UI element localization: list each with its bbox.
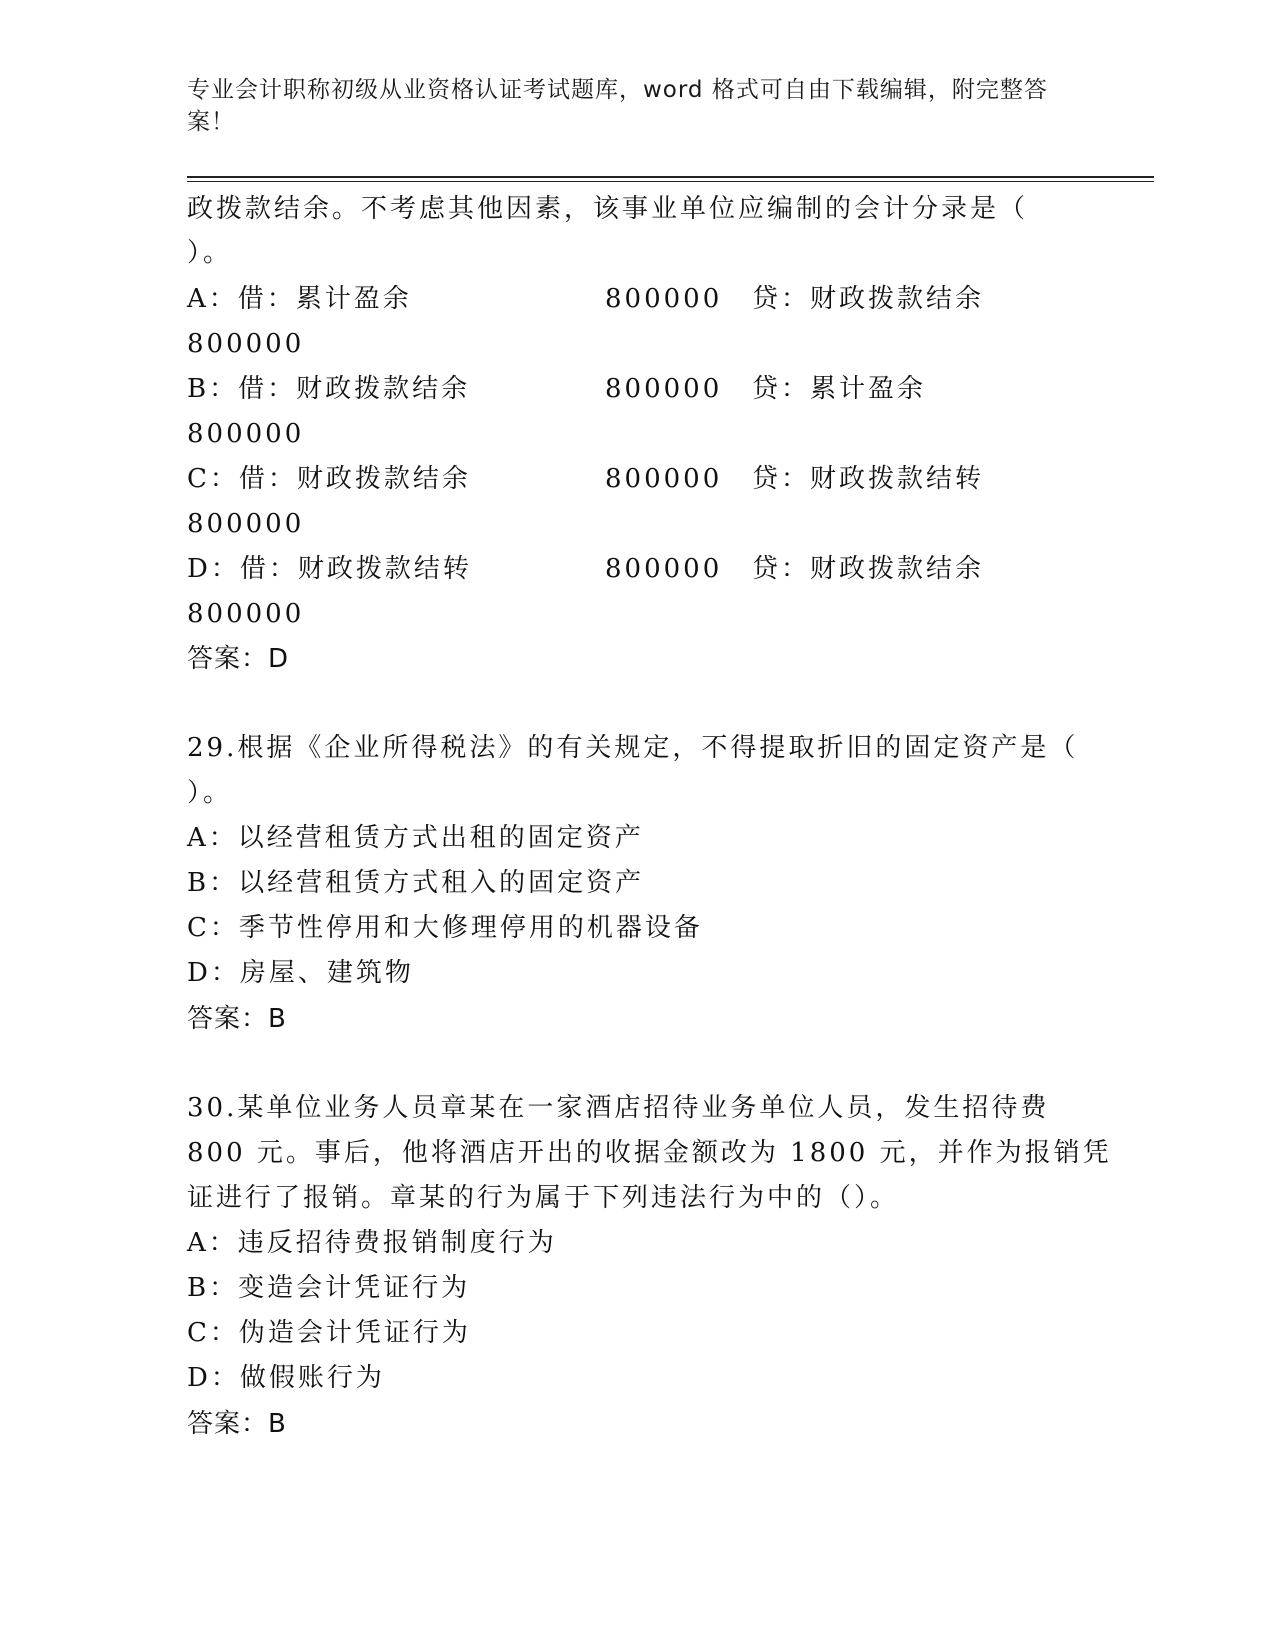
q30-option-a: A：违反招待费报销制度行为: [187, 1228, 557, 1258]
q28-stem-line-1: 政拨款结余。不考虑其他因素，该事业单位应编制的会计分录是（: [187, 194, 1029, 224]
q28-option-a-amount2: 800000: [187, 329, 305, 359]
q28-option-b-credit: 贷：累计盈余: [752, 374, 927, 404]
q28-option-d-amount2: 800000: [187, 599, 305, 629]
q29-option-c: C：季节性停用和大修理停用的机器设备: [187, 913, 703, 943]
q29-option-a: A：以经营租赁方式出租的固定资产: [187, 823, 644, 853]
q28-answer: 答案：D: [187, 644, 290, 674]
q28-option-d-credit: 贷：财政拨款结余: [752, 554, 985, 584]
q28-option-d: D：借：财政拨款结转: [187, 554, 472, 584]
q28-option-a-credit: 贷：财政拨款结余: [752, 284, 985, 314]
q30-stem-line-1: 30.某单位业务人员章某在一家酒店招待业务单位人员，发生招待费: [187, 1093, 1050, 1123]
q28-option-b: B：借：财政拨款结余: [187, 374, 471, 404]
q28-option-d-amount: 800000: [605, 554, 723, 584]
q28-option-a: A：借：累计盈余: [187, 284, 412, 314]
q30-option-c: C：伪造会计凭证行为: [187, 1318, 471, 1348]
q28-option-c-amount2: 800000: [187, 509, 305, 539]
header-rule-thin: [187, 181, 1154, 182]
document-header: 专业会计职称初级从业资格认证考试题库，word 格式可自由下载编辑，附完整答案！: [187, 77, 1048, 135]
q28-option-c: C：借：财政拨款结余: [187, 464, 471, 494]
q28-option-a-amount: 800000: [605, 284, 723, 314]
q29-answer: 答案：B: [187, 1004, 287, 1034]
q30-answer: 答案：B: [187, 1409, 287, 1439]
header-rule: [187, 176, 1154, 178]
q28-option-c-credit: 贷：财政拨款结转: [752, 464, 985, 494]
q28-stem-line-2: ）。: [187, 238, 233, 268]
q29-stem-line-2: ）。: [187, 778, 233, 808]
q28-option-b-amount2: 800000: [187, 419, 305, 449]
q30-stem-line-2: 800 元。事后，他将酒店开出的收据金额改为 1800 元，并作为报销凭: [187, 1138, 1112, 1168]
q29-option-b: B：以经营租赁方式租入的固定资产: [187, 868, 645, 898]
q30-stem-line-3: 证进行了报销。章某的行为属于下列违法行为中的（）。: [187, 1183, 900, 1213]
q28-option-c-amount: 800000: [605, 464, 723, 494]
q28-option-b-amount: 800000: [605, 374, 723, 404]
q30-option-b: B：变造会计凭证行为: [187, 1273, 471, 1303]
q29-option-d: D：房屋、建筑物: [187, 958, 414, 988]
q30-option-d: D：做假账行为: [187, 1363, 385, 1393]
q29-stem-line-1: 29.根据《企业所得税法》的有关规定，不得提取折旧的固定资产是（: [187, 733, 1079, 763]
